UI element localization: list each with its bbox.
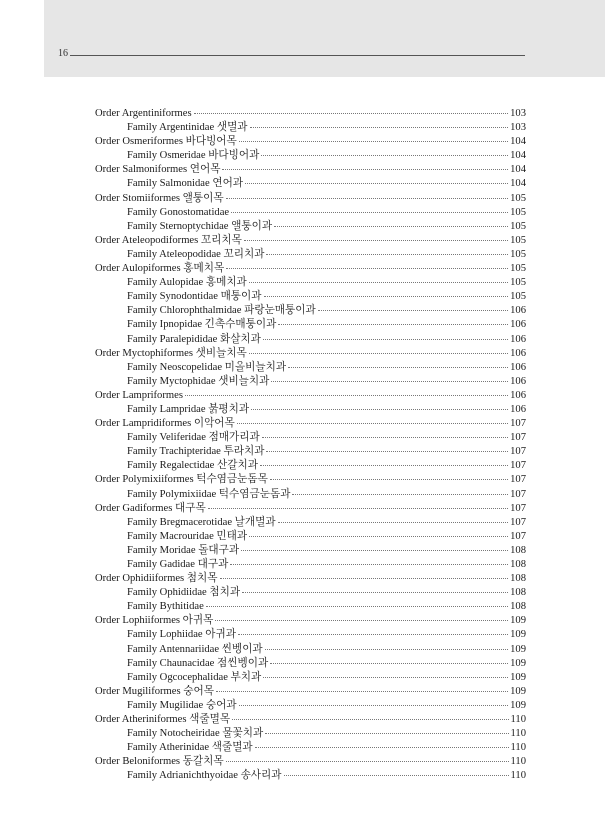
entry-title: Family Lophiidae 아귀과 <box>127 629 236 641</box>
entry-page-number: 109 <box>510 615 526 627</box>
dot-leader <box>237 423 508 424</box>
entry-page-number: 108 <box>510 587 526 599</box>
toc-family-entry[interactable] <box>95 318 526 332</box>
dot-leader <box>231 212 508 213</box>
dot-leader <box>226 198 508 199</box>
entry-title: Family Gonostomatidae <box>127 206 230 218</box>
entry-title: Order Ophidiiformes 첨치목 <box>95 573 218 585</box>
dot-leader <box>264 296 509 297</box>
entry-page-number: 106 <box>510 375 526 387</box>
entry-title: Family Macrouridae 민태과 <box>127 530 248 542</box>
entry-page-number: 104 <box>510 164 526 176</box>
entry-page-number: 104 <box>510 136 526 148</box>
dot-leader <box>216 691 508 692</box>
toc-family-entry[interactable] <box>95 657 526 671</box>
dot-leader <box>249 536 508 537</box>
entry-page-number: 108 <box>510 573 526 585</box>
entry-title: Order Aulopiformes 홍메치목 <box>95 263 225 275</box>
entry-page-number: 105 <box>510 206 526 218</box>
entry-page-number: 109 <box>510 671 526 683</box>
entry-title: Family Salmonidae 연어과 <box>127 178 244 190</box>
dot-leader <box>194 113 509 114</box>
dot-leader <box>318 310 508 311</box>
toc-order-entry[interactable] <box>95 234 526 248</box>
header-rule <box>70 55 525 56</box>
entry-title: Family Ateleopodidae 꼬리치과 <box>127 248 265 260</box>
entry-page-number: 107 <box>510 418 526 430</box>
dot-leader <box>244 240 508 241</box>
entry-title: Family Chaunacidae 점씬벵이과 <box>127 657 269 669</box>
entry-title: Family Aulopidae 홍메치과 <box>127 277 247 289</box>
entry-title: Order Salmoniformes 연어목 <box>95 164 221 176</box>
toc-family-entry[interactable] <box>95 403 526 417</box>
toc-order-entry[interactable] <box>95 347 526 361</box>
dot-leader <box>262 437 508 438</box>
dot-leader <box>271 381 508 382</box>
table-of-contents <box>95 107 526 784</box>
entry-page-number: 103 <box>510 122 526 134</box>
entry-title: Family Osmeridae 바다빙어과 <box>127 150 260 162</box>
toc-order-entry[interactable] <box>95 685 526 699</box>
entry-title: Order Polymixiiformes 턱수염금눈돔목 <box>95 474 268 486</box>
entry-page-number: 109 <box>510 699 526 711</box>
dot-leader <box>226 268 508 269</box>
dot-leader <box>249 353 508 354</box>
toc-family-entry[interactable] <box>95 628 526 642</box>
entry-title: Order Lophiiformes 아귀목 <box>95 615 214 627</box>
entry-page-number: 107 <box>510 530 526 542</box>
dot-leader <box>245 183 508 184</box>
toc-family-entry[interactable] <box>95 769 526 783</box>
entry-page-number: 108 <box>510 559 526 570</box>
toc-family-entry[interactable] <box>95 361 526 375</box>
entry-title: Family Trachipteridae 투라치과 <box>127 446 265 458</box>
toc-family-entry[interactable] <box>95 741 526 755</box>
entry-title: Family Notocheiridae 물꽃치과 <box>127 728 264 740</box>
dot-leader <box>261 155 508 156</box>
toc-family-entry[interactable] <box>95 248 526 262</box>
dot-leader <box>230 564 508 565</box>
toc-order-entry[interactable] <box>95 192 526 206</box>
dot-leader <box>226 761 509 762</box>
dot-leader <box>215 620 508 621</box>
dot-leader <box>284 775 509 776</box>
toc-family-entry[interactable] <box>95 149 526 163</box>
toc-family-entry[interactable] <box>95 445 526 459</box>
toc-order-entry[interactable] <box>95 614 526 628</box>
entry-page-number: 105 <box>510 291 526 303</box>
dot-leader <box>292 494 508 495</box>
dot-leader <box>249 282 508 283</box>
entry-page-number: 110 <box>510 742 526 754</box>
entry-title: Family Bythitidae <box>127 601 204 613</box>
dot-leader <box>255 747 509 748</box>
toc-order-entry[interactable] <box>95 163 526 177</box>
dot-leader <box>241 550 508 551</box>
entry-page-number: 109 <box>510 629 526 641</box>
dot-leader <box>206 606 508 607</box>
dot-leader <box>185 395 508 396</box>
entry-title: Order Ateleopodiformes 꼬리치목 <box>95 234 242 246</box>
toc-family-entry[interactable] <box>95 459 526 473</box>
entry-title: Family Mugilidae 숭어과 <box>127 699 237 711</box>
toc-order-entry[interactable] <box>95 572 526 586</box>
entry-title: Family Antennariidae 씬벵이과 <box>127 643 263 655</box>
entry-title: Family Regalectidae 산갈치과 <box>127 460 258 472</box>
entry-page-number: 107 <box>510 516 526 528</box>
toc-order-entry[interactable] <box>95 755 526 769</box>
entry-page-number: 104 <box>510 178 526 190</box>
entry-title: Family Argentinidae 샛멸과 <box>127 122 248 134</box>
toc-family-entry[interactable] <box>95 177 526 191</box>
entry-page-number: 106 <box>510 403 526 415</box>
entry-title: Order Osmeriformes 바다빙어목 <box>95 136 237 148</box>
entry-title: Family Paralepididae 화살치과 <box>127 333 261 345</box>
dot-leader <box>232 719 508 720</box>
toc-family-entry[interactable] <box>95 290 526 304</box>
dot-leader <box>260 465 508 466</box>
toc-family-entry[interactable] <box>95 304 526 318</box>
toc-family-entry[interactable] <box>95 206 526 220</box>
dot-leader <box>208 508 508 509</box>
entry-page-number: 107 <box>510 446 526 458</box>
toc-family-entry[interactable] <box>95 121 526 135</box>
dot-leader <box>266 254 508 255</box>
dot-leader <box>220 578 509 579</box>
entry-title: Family Gadidae 대구과 <box>127 559 229 570</box>
toc-family-entry[interactable] <box>95 671 526 685</box>
entry-page-number: 105 <box>510 277 526 289</box>
dot-leader <box>278 522 509 523</box>
entry-page-number: 105 <box>510 234 526 246</box>
entry-title: Family Lampridae 붉평치과 <box>127 403 250 415</box>
dot-leader <box>222 169 508 170</box>
entry-page-number: 106 <box>510 347 526 359</box>
entry-title: Family Moridae 돌대구과 <box>127 544 240 556</box>
entry-title: Family Atherinidae 색줄멸과 <box>127 742 253 754</box>
dot-leader <box>250 127 509 128</box>
entry-title: Family Bregmacerotidae 날개멸과 <box>127 516 276 528</box>
toc-family-entry[interactable] <box>95 375 526 389</box>
dot-leader <box>263 339 508 340</box>
dot-leader <box>270 663 508 664</box>
entry-title: Family Sternoptychidae 앨퉁이과 <box>127 220 273 232</box>
entry-title: Family Ipnopidae 긴촉수매퉁이과 <box>127 319 277 331</box>
entry-page-number: 106 <box>510 305 526 317</box>
toc-family-entry[interactable] <box>95 544 526 558</box>
entry-title: Order Gadiformes 대구목 <box>95 502 206 514</box>
dot-leader <box>251 409 508 410</box>
dot-leader <box>265 733 508 734</box>
entry-title: Family Ophidiidae 첨치과 <box>127 587 241 599</box>
entry-title: Order Mugiliformes 숭어목 <box>95 685 214 697</box>
dot-leader <box>265 649 508 650</box>
entry-page-number: 110 <box>510 770 526 782</box>
toc-family-entry[interactable] <box>95 558 526 572</box>
entry-page-number: 107 <box>510 474 526 486</box>
toc-family-entry[interactable] <box>95 699 526 713</box>
entry-page-number: 105 <box>510 220 526 232</box>
entry-page-number: 103 <box>510 108 526 119</box>
dot-leader <box>238 634 508 635</box>
entry-page-number: 107 <box>510 502 526 514</box>
dot-leader <box>274 226 508 227</box>
entry-page-number: 105 <box>510 192 526 204</box>
entry-page-number: 110 <box>510 756 526 768</box>
entry-title: Order Stomiiformes 앨퉁이목 <box>95 192 224 204</box>
entry-page-number: 109 <box>510 657 526 669</box>
entry-title: Order Lampridiformes 이악어목 <box>95 418 235 430</box>
entry-title: Family Neoscopelidae 미올비늘치과 <box>127 361 287 373</box>
toc-family-entry[interactable] <box>95 727 526 741</box>
entry-page-number: 106 <box>510 319 526 331</box>
entry-page-number: 109 <box>510 643 526 655</box>
toc-family-entry[interactable] <box>95 586 526 600</box>
dot-leader <box>239 705 509 706</box>
toc-order-entry[interactable] <box>95 502 526 516</box>
entry-title: Family Synodontidae 매퉁이과 <box>127 291 262 303</box>
entry-page-number: 108 <box>510 601 526 613</box>
entry-page-number: 110 <box>510 728 526 740</box>
entry-page-number: 106 <box>510 333 526 345</box>
page-number: 16 <box>58 48 68 59</box>
toc-family-entry[interactable] <box>95 220 526 234</box>
toc-family-entry[interactable] <box>95 530 526 544</box>
toc-family-entry[interactable] <box>95 276 526 290</box>
toc-order-entry[interactable] <box>95 473 526 487</box>
dot-leader <box>270 479 508 480</box>
dot-leader <box>239 141 508 142</box>
dot-leader <box>242 592 508 593</box>
dot-leader <box>278 324 508 325</box>
toc-order-entry[interactable] <box>95 262 526 276</box>
dot-leader <box>288 367 508 368</box>
toc-order-entry[interactable] <box>95 107 526 121</box>
entry-page-number: 110 <box>510 714 526 726</box>
entry-title: Order Myctophiformes 샛비늘치목 <box>95 347 247 359</box>
toc-family-entry[interactable] <box>95 488 526 502</box>
page-header-band <box>44 0 605 77</box>
entry-page-number: 107 <box>510 488 526 500</box>
toc-order-entry[interactable] <box>95 135 526 149</box>
entry-page-number: 104 <box>510 150 526 162</box>
toc-family-entry[interactable] <box>95 600 526 614</box>
toc-family-entry[interactable] <box>95 516 526 530</box>
toc-order-entry[interactable] <box>95 417 526 431</box>
entry-title: Family Ogcocephalidae 부치과 <box>127 671 262 683</box>
entry-title: Family Adrianichthyoidae 송사리과 <box>127 770 282 782</box>
entry-title: Family Veliferidae 점매가리과 <box>127 432 260 444</box>
dot-leader <box>263 677 508 678</box>
entry-title: Order Argentiniformes <box>95 108 192 119</box>
entry-page-number: 105 <box>510 263 526 275</box>
entry-page-number: 108 <box>510 544 526 556</box>
entry-title: Order Lampriformes <box>95 389 183 401</box>
entry-page-number: 107 <box>510 460 526 472</box>
toc-family-entry[interactable] <box>95 431 526 445</box>
entry-page-number: 106 <box>510 389 526 401</box>
toc-order-entry[interactable] <box>95 389 526 403</box>
toc-order-entry[interactable] <box>95 713 526 727</box>
toc-family-entry[interactable] <box>95 643 526 657</box>
entry-title: Order Atheriniformes 색줄멸목 <box>95 714 231 726</box>
toc-family-entry[interactable] <box>95 333 526 347</box>
entry-title: Order Beloniformes 동갈치목 <box>95 756 224 768</box>
entry-title: Family Chlorophthalmidae 파랑눈매퉁이과 <box>127 305 316 317</box>
entry-title: Family Myctophidae 샛비늘치과 <box>127 375 270 387</box>
entry-page-number: 106 <box>510 361 526 373</box>
entry-page-number: 105 <box>510 248 526 260</box>
entry-page-number: 107 <box>510 432 526 444</box>
dot-leader <box>266 451 508 452</box>
entry-page-number: 109 <box>510 685 526 697</box>
entry-title: Family Polymixiidae 턱수염금눈돔과 <box>127 488 291 500</box>
